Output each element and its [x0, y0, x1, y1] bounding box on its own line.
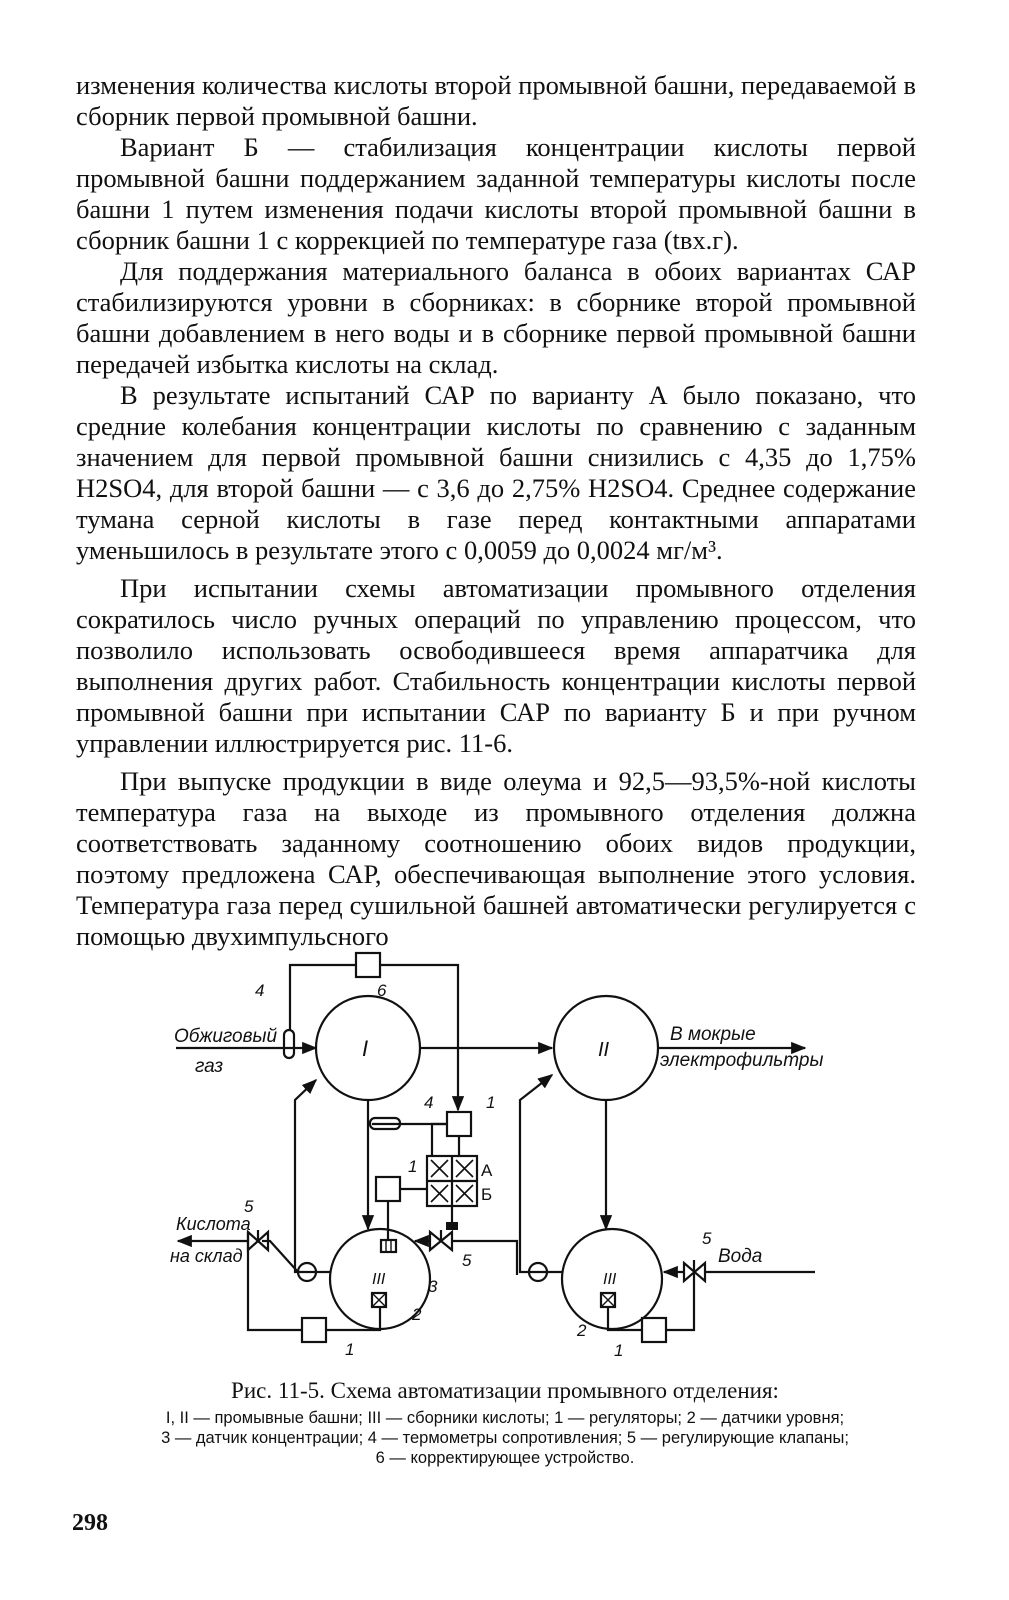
acid-out-label: Кислота: [176, 1214, 251, 1234]
variant-b-label: Б: [481, 1185, 493, 1204]
regulator-top: [447, 1112, 471, 1136]
callout-2a: 2: [412, 1305, 422, 1324]
gas-in-label-2: газ: [195, 1056, 224, 1077]
legend-line: 3 — датчик концентрации; 4 — термометры сопротивления; 5 — регулирующие клапаны;: [161, 1429, 849, 1447]
legend-line: I, II — промывные башни; III — сборники кислоты; 1 — регуляторы; 2 — датчики уровня;: [165, 1409, 845, 1427]
callout-1c: 1: [345, 1340, 355, 1359]
callout-1a: 1: [486, 1093, 496, 1112]
callout-1d: 1: [614, 1341, 624, 1360]
legend-line: 6 — корректирующее устройство.: [375, 1449, 635, 1467]
transfer-line: [475, 1241, 517, 1275]
thermometer-1: [284, 1030, 294, 1058]
callout-3: 3: [428, 1277, 438, 1296]
paragraph: При выпуске продукции в виде олеума и 92,5—93,5%-ной кислоты температура газа на выходе из промывного отделения должна соответствовать заданному соотношению обоих видов продукции, поэтому предложена САР, обеспечивающая выполнение этого условия. Температура газа перед сушильной башней автоматически регулируется с помощью двухимпульсного: [76, 766, 916, 951]
figure-caption: Рис. 11-5. Схема автоматизации промывного отделения:: [231, 1378, 779, 1403]
conc-sensor: [381, 1240, 396, 1252]
paragraph: изменения количества кислоты второй промывной башни, передаваемой в сборник первой промывной башни.: [76, 70, 916, 131]
regulator-level-2: [642, 1318, 666, 1342]
figure-legend: [80, 1408, 930, 1468]
callout-5b: 5: [462, 1251, 472, 1270]
corrector-box: [356, 953, 380, 977]
page-number: 298: [72, 1510, 108, 1536]
callout-1b: 1: [408, 1157, 418, 1176]
body-text: [76, 70, 916, 952]
callout-5c: 5: [702, 1229, 712, 1248]
paragraph: При испытании схемы автоматизации промывного отделения сократилось число ручных операций по управлению процессом, что позволило использовать освободившееся время аппаратчика для выполнения других работ. Стабильность концентрации кислоты первой промывной башни при испытании САР по варианту Б и при ручном управлении иллюстрируется рис. 11-6.: [76, 573, 916, 758]
callout-4b: 4: [424, 1093, 434, 1112]
paragraph: Для поддержания материального баланса в обоих вариантах САР стабилизируются уровни в сборниках: в сборнике второй промывной башни добавлением в него воды и в сборнике первой промывной башни передачей избытка кислоты на склад.: [76, 256, 916, 379]
recycle-line-2: [520, 1075, 562, 1272]
tower1-label: I: [362, 1036, 369, 1061]
paragraph: В результате испытаний САР по варианту А было показано, что средние колебания концентрации кислоты по сравнению с заданным значением для первой промывной башни снизились с 4,35 до 1,75% H2SO4, для второй башни — с 3,6 до 2,75% H2SO4. Среднее содержание тумана серной кислоты в газе перед контактными аппаратами уменьшилось в результате этого с 0,0059 до 0,0024 мг/м³.: [76, 380, 916, 565]
callout-4a: 4: [255, 981, 265, 1000]
paragraph: Вариант Б — стабилизация концентрации кислоты первой промывной башни поддержанием заданной температуры кислоты после башни 1 путем изменения подачи кислоты второй промывной башни в сборник башни 1 с коррекцией по температуре газа (tвх.г).: [76, 132, 916, 255]
tower2-label: II: [598, 1039, 610, 1061]
regulator-level-1: [302, 1318, 326, 1342]
water-label: Вода: [718, 1246, 763, 1267]
recycle-line-1: [295, 1080, 330, 1272]
callout-5a: 5: [244, 1197, 254, 1216]
regulator-conc: [376, 1177, 400, 1201]
acid-out-label-2: на склад: [170, 1246, 243, 1266]
reg-feed: [432, 1124, 447, 1156]
callout-6: 6: [377, 981, 387, 1000]
collector2-label: III: [603, 1271, 617, 1288]
level-loop-1: [326, 1307, 380, 1330]
automation-diagram: [150, 945, 830, 1365]
gas-out-label: В мокрые: [670, 1024, 756, 1045]
variant-a-label: А: [481, 1161, 493, 1180]
gas-out-label-2: электрофильтры: [660, 1050, 824, 1071]
callout-2b: 2: [577, 1321, 587, 1340]
gas-in-label: Обжиговый: [174, 1026, 278, 1047]
collector1-label: III: [372, 1271, 386, 1288]
